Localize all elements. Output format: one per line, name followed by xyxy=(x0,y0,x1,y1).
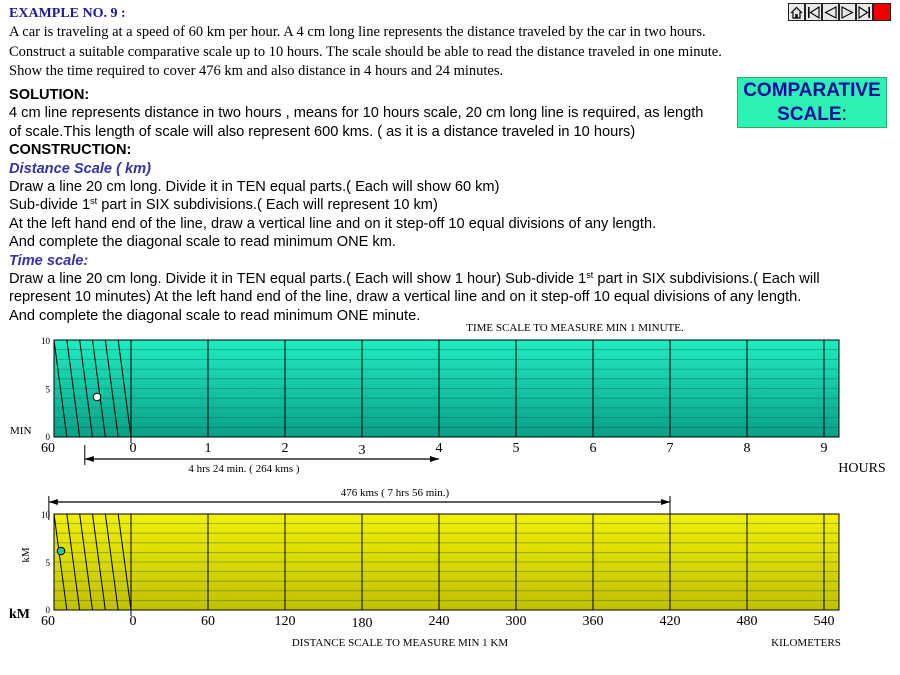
distance-scale-side-label: kM xyxy=(9,607,30,622)
time-scale-main-label: 1 xyxy=(204,441,212,456)
time-scale-main-label: 9 xyxy=(820,441,828,456)
solution-line: of scale.This length of scale will also represent 600 kms. ( as it is a distance traveled in 10 hours) xyxy=(9,123,636,140)
distance-scale-main-label: 300 xyxy=(505,614,527,629)
time-scale-left-label: 60 xyxy=(41,441,55,456)
construction-step: And complete the diagonal scale to read minimum ONE minute. xyxy=(9,307,421,324)
distance-scale-main-label: 60 xyxy=(201,614,215,629)
time-measure-label: 4 hrs 24 min. ( 264 kms ) xyxy=(188,463,300,475)
time-scale-heading: Time scale: xyxy=(9,252,89,269)
time-scale-main-label: 6 xyxy=(589,441,597,456)
time-scale-main-label: 2 xyxy=(281,441,289,456)
time-scale-vertical-label: MIN xyxy=(10,425,32,437)
problem-line: Show the time required to cover 476 km and also distance in 4 hours and 24 minutes. xyxy=(9,63,504,79)
time-scale-main-label: 7 xyxy=(666,441,674,456)
distance-scale-main-label: 240 xyxy=(428,614,450,629)
time-scale-vtick-label: 0 xyxy=(45,432,50,442)
time-measure-arrow-right xyxy=(430,456,439,462)
distance-scale-main-label: 540 xyxy=(813,614,835,629)
distance-scale-main-label: 360 xyxy=(582,614,604,629)
problem-line: Construct a suitable comparative scale up to 10 hours. The scale should be able to read the distance traveled in one minute. xyxy=(9,43,722,60)
time-scale-main-label: 8 xyxy=(743,441,751,456)
step-text: Draw a line 20 cm long. Divide it in TEN equal parts.( Each will show 1 hour) Sub-divide 1 xyxy=(9,271,587,288)
time-scale-title: TIME SCALE TO MEASURE MIN 1 MINUTE. xyxy=(466,322,684,334)
time-scale-main-label: 4 xyxy=(435,441,443,456)
distance-scale-unit-label: KILOMETERS xyxy=(771,637,841,649)
distance-measure-label: 476 kms ( 7 hrs 56 min.) xyxy=(340,487,450,499)
problem-line: A car is traveling at a speed of 60 km per hour. A 4 cm long line represents the distance traveled by the car in two hours. xyxy=(9,24,706,40)
step-text: Sub-divide 1 xyxy=(9,197,91,214)
time-scale-main-label: 3 xyxy=(358,443,366,458)
construction-step: At the left hand end of the line, draw a vertical line and on it step-off 10 equal divisions of any length. xyxy=(9,215,657,232)
construction-heading: CONSTRUCTION: xyxy=(9,142,132,159)
distance-scale-vtick-label: 5 xyxy=(45,558,50,568)
distance-scale-main-label: 0 xyxy=(129,614,137,629)
time-scale-main-label: 5 xyxy=(512,441,520,456)
distance-measure-arrow-left xyxy=(49,499,58,505)
step-text: part in SIX subdivisions.( Each will xyxy=(593,271,820,288)
time-scale-unit-label: HOURS xyxy=(838,461,886,476)
example-title: EXAMPLE NO. 9 : xyxy=(9,6,126,21)
time-measure-arrow-left xyxy=(85,456,94,462)
badge-line2-suffix: : xyxy=(841,104,847,125)
time-reading-point xyxy=(93,393,101,401)
distance-scale-left-label: 60 xyxy=(41,614,55,629)
distance-scale-main-label: 420 xyxy=(659,614,681,629)
step-superscript: st xyxy=(586,270,594,281)
badge-line2-main: SCALE xyxy=(777,104,842,125)
distance-scale-vtick-label: 10 xyxy=(41,510,50,520)
distance-scale-main-label: 480 xyxy=(736,614,758,629)
construction-step: represent 10 minutes) At the left hand end of the line, draw a vertical line and on it step-off 10 equal divisions of any length. xyxy=(9,289,802,306)
distance-scale-main-label: 180 xyxy=(351,616,373,631)
construction-step: And complete the diagonal scale to read minimum ONE km. xyxy=(9,234,396,251)
time-scale-vtick-label: 10 xyxy=(41,336,50,346)
time-scale-vtick-label: 5 xyxy=(45,384,50,395)
step-superscript: st xyxy=(90,196,98,207)
distance-scale-main-label: 120 xyxy=(274,614,296,629)
solution-line: 4 cm line represents distance in two hours , means for 10 hours scale, 20 cm long line is required, as length xyxy=(9,105,704,122)
time-scale-main-label: 0 xyxy=(129,441,137,456)
distance-measure-arrow-right xyxy=(661,499,670,505)
distance-scale-title: DISTANCE SCALE TO MEASURE MIN 1 KM xyxy=(291,637,509,649)
construction-step: Draw a line 20 cm long. Divide it in TEN equal parts.( Each will show 60 km) xyxy=(9,179,500,196)
distance-scale-vtick-label: 0 xyxy=(45,605,50,615)
step-text: part in SIX subdivisions.( Each will represent 10 km) xyxy=(97,197,438,214)
distance-scale-vertical-label: kM xyxy=(20,547,32,563)
solution-heading: SOLUTION: xyxy=(9,87,90,103)
badge-line1: COMPARATIVE xyxy=(743,80,881,101)
distance-scale-heading: Distance Scale ( km) xyxy=(9,160,151,177)
distance-reading-point xyxy=(57,547,65,555)
